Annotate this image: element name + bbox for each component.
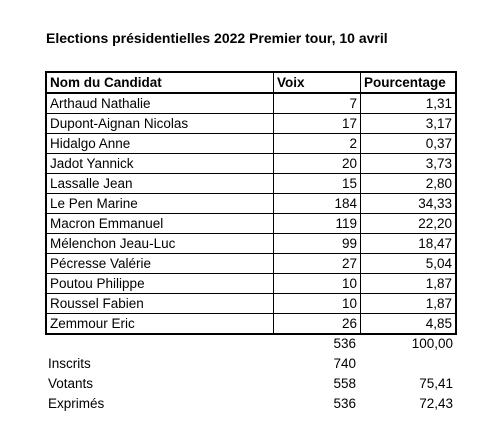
candidate-name-cell: Zemmour Eric	[46, 314, 274, 335]
summary-row-votants	[45, 374, 456, 394]
table-row	[46, 194, 456, 214]
summary-label: Inscrits	[48, 356, 91, 371]
votes-cell: 184	[274, 194, 361, 214]
table-row	[46, 134, 456, 154]
votes-cell: 15	[274, 174, 361, 194]
percentage-cell: 4,85	[361, 314, 457, 335]
summary-label: Exprimés	[48, 396, 105, 411]
summary-percentage: 75,41	[419, 376, 453, 391]
table-row	[46, 174, 456, 194]
page-title: Elections présidentielles 2022 Premier tour, 10 avril	[46, 30, 388, 46]
percentage-cell: 3,73	[361, 154, 457, 174]
summary-votes: 536	[333, 396, 356, 411]
votes-cell: 99	[274, 234, 361, 254]
percentage-cell: 34,33	[361, 194, 457, 214]
candidate-name-cell: Macron Emmanuel	[46, 214, 274, 234]
summary-label: Votants	[48, 376, 94, 391]
candidate-name-cell: Roussel Fabien	[46, 294, 274, 314]
summary-percentage: 72,43	[419, 396, 453, 411]
votes-cell: 119	[274, 214, 361, 234]
summary-votes: 558	[333, 376, 356, 391]
votes-cell: 7	[274, 93, 361, 114]
table-header-row	[46, 72, 456, 93]
votes-cell: 27	[274, 254, 361, 274]
table-row	[46, 314, 456, 335]
summary-percentage: 100,00	[411, 336, 453, 351]
percentage-cell: 2,80	[361, 174, 457, 194]
table-row	[46, 114, 456, 134]
percentage-cell: 1,31	[361, 93, 457, 114]
candidate-name-cell: Lassalle Jean	[46, 174, 274, 194]
votes-cell: 17	[274, 114, 361, 134]
percentage-cell: 1,87	[361, 294, 457, 314]
summary-table	[45, 334, 456, 414]
summary-row-total	[45, 334, 456, 354]
candidate-name-cell: Pécresse Valérie	[46, 254, 274, 274]
candidate-name-cell: Poutou Philippe	[46, 274, 274, 294]
votes-cell: 10	[274, 294, 361, 314]
table-row	[46, 254, 456, 274]
header-percentage: Pourcentage	[361, 72, 457, 93]
votes-cell: 2	[274, 134, 361, 154]
summary-row-exprimes	[45, 394, 456, 414]
votes-cell: 26	[274, 314, 361, 335]
percentage-cell: 22,20	[361, 214, 457, 234]
table-row	[46, 214, 456, 234]
percentage-cell: 5,04	[361, 254, 457, 274]
header-votes: Voix	[274, 72, 361, 93]
summary-votes: 740	[333, 356, 356, 371]
candidate-name-cell: Dupont-Aignan Nicolas	[46, 114, 274, 134]
candidate-name-cell: Le Pen Marine	[46, 194, 274, 214]
results-table	[45, 71, 457, 335]
header-candidate-name: Nom du Candidat	[46, 72, 274, 93]
candidate-name-cell: Jadot Yannick	[46, 154, 274, 174]
table-row	[46, 93, 456, 114]
table-row	[46, 274, 456, 294]
summary-row-inscrits	[45, 354, 456, 374]
summary-votes: 536	[333, 336, 356, 351]
percentage-cell: 18,47	[361, 234, 457, 254]
votes-cell: 10	[274, 274, 361, 294]
candidate-name-cell: Hidalgo Anne	[46, 134, 274, 154]
table-row	[46, 154, 456, 174]
summary-label	[45, 334, 273, 354]
percentage-cell: 3,17	[361, 114, 457, 134]
candidate-name-cell: Arthaud Nathalie	[46, 93, 274, 114]
summary-percentage	[359, 354, 456, 374]
percentage-cell: 1,87	[361, 274, 457, 294]
votes-cell: 20	[274, 154, 361, 174]
table-row	[46, 294, 456, 314]
percentage-cell: 0,37	[361, 134, 457, 154]
candidate-name-cell: Mélenchon Jeau-Luc	[46, 234, 274, 254]
table-row	[46, 234, 456, 254]
